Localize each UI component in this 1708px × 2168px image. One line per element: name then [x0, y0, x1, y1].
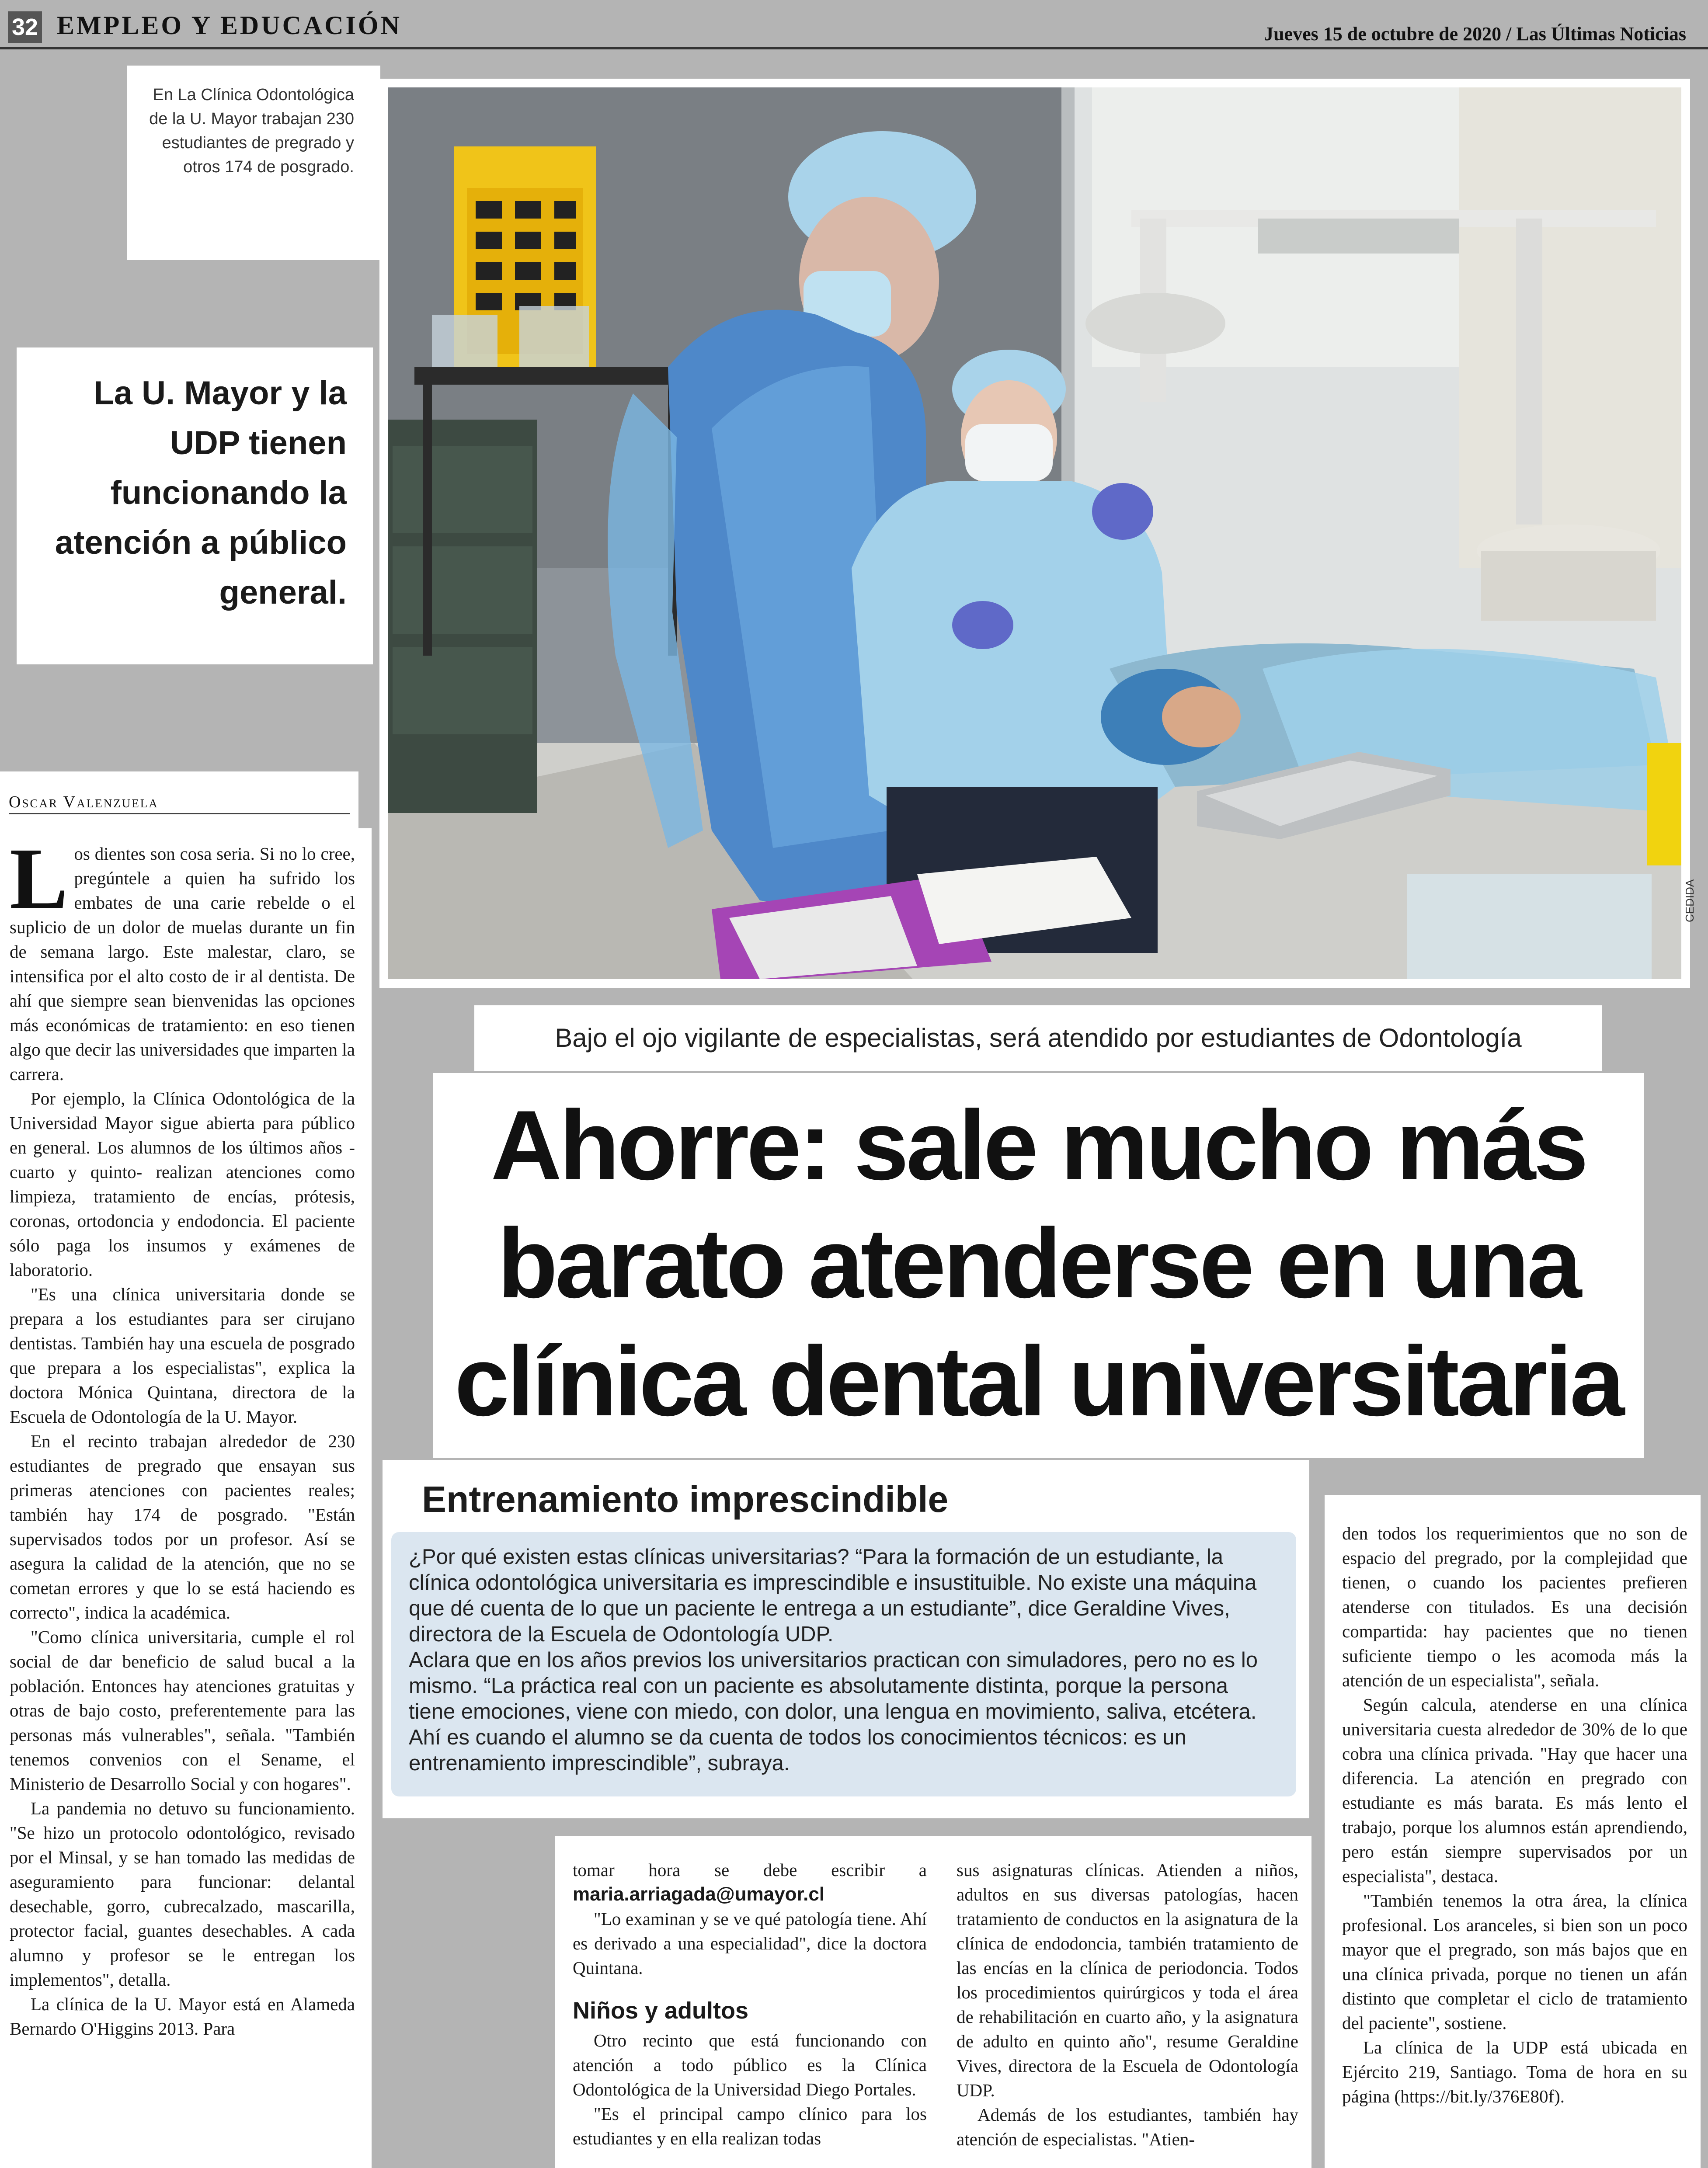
paragraph: Otro recinto que está funcionando con atención a todo público es la Clínica Odontológica de la Universidad Diego Portales.: [573, 2030, 927, 2099]
headline: Ahorre: sale mucho más barato atenderse en una clínica dental universitaria: [433, 1073, 1644, 1458]
paragraph: En el recinto trabajan alrededor de 230 estudiantes de pregrado que ensayan sus primeras atenciones con pacientes reales; también hay 174 de posgrado. "Están supervisados todos por un profesor. Así se asegura la calidad de la atención, que no se cometan errores y que lo se está haciendo es correcto", indica la académica.: [10, 1431, 355, 1623]
page-header: [0, 0, 1708, 48]
paragraph: "También tenemos la otra área, la clínica profesional. Los aranceles, si bien son un poco mayor que el pregrado, son más bajos que en una clínica privada, porque no tienen un afán distinto que completar el ciclo de tratamiento del paciente", sostiene.: [1342, 1890, 1687, 2033]
article-column-left: [0, 828, 372, 2168]
photo-caption: En La Clínica Odontológica de la U. Mayor trabajan 230 estudiantes de pregrado y otros 174 de posgrado.: [127, 66, 380, 260]
paragraph: Por ejemplo, la Clínica Odontológica de la Universidad Mayor sigue abierta para público en general. Los alumnos de los últimos años -cuarto y quinto- realizan atenciones como limpieza, tratamiento de encías, prótesis, coronas, ortodoncia y endodoncia. El paciente sólo paga los insumos y exámenes de laboratorio.: [10, 1088, 355, 1280]
paragraph: La pandemia no detuvo su funcionamiento. "Se hizo un protocolo odontológico, revisado por el Minsal, y se han tomado las medidas de aseguramiento para funcionar: delantal desechable, gorro, cubrecalzado, mascarilla, protector facial, guantes desechables. A cada alumno y profesor se le entregan los implementos", detalla.: [10, 1798, 355, 1990]
paragraph: La clínica de la U. Mayor está en Alameda Bernardo O'Higgins 2013. Para: [10, 1994, 355, 2039]
paragraph: "Es una clínica universitaria donde se prepara a los estudiantes para ser cirujano dentistas. También hay una escuela de posgrado que prepara a los especialistas", explica la doctora Mónica Quintana, directora de la Escuela de Odontología de la U. Mayor.: [10, 1284, 355, 1427]
paragraph: "Como clínica universitaria, cumple el rol social de dar beneficio de salud bucal a la población. Entonces hay atenciones gratuitas y otras de bajo costo, preferentemente para las personas más vulnerables", señala. "También tenemos convenios con el Sename, el Ministerio de Desarrollo Social y con hogares".: [10, 1627, 355, 1794]
sidebar-title: Entrenamiento imprescindible: [422, 1479, 949, 1520]
paragraph: Los dientes son cosa seria. Si no lo cree, pregúntele a quien ha sufrido los embates de una carie rebelde o el suplicio de un dolor de muelas durante un fin de semana largo. Este malestar, claro, se intensifica por el alto costo de ir al dentista. De ahí que siempre sean bienvenidas las opciones más económicas de tratamiento: en eso tienen algo que decir las universidades que imparten la carrera.: [10, 830, 355, 1084]
author-name: Oscar Valenzuela: [9, 793, 159, 811]
photo-credit: CEDIDA: [1683, 879, 1696, 922]
article-column-middle-1: [555, 1836, 940, 2168]
paragraph: "Lo examinan y se ve qué patología tiene. Ahí es derivado a una especialidad", dice la doctora Quintana.: [573, 1909, 927, 1978]
article-column-right: [1325, 1495, 1701, 2168]
article-column-middle-2: [940, 1836, 1311, 2168]
kicker: Bajo el ojo vigilante de especialistas, será atendido por estudiantes de Odontología: [474, 1005, 1602, 1071]
paragraph: La clínica de la UDP está ubicada en Ejército 219, Santiago. Toma de hora en su página (https://bit.ly/376E80f).: [1342, 2037, 1687, 2106]
section-title: EMPLEO Y EDUCACIÓN: [57, 11, 402, 40]
pull-quote: La U. Mayor y la UDP tienen funcionando la atención a público general.: [17, 347, 373, 664]
drop-cap: L: [10, 830, 68, 927]
header-rule: [0, 47, 1708, 49]
dateline: Jueves 15 de octubre de 2020 / Las Últimas Noticias: [1264, 23, 1686, 45]
subheading: Niños y adultos: [573, 1998, 749, 2024]
page-number: 32: [8, 11, 42, 43]
paragraph: ¿Por qué existen estas clínicas universitarias? “Para la formación de un estudiante, la clínica odontológica universitaria es imprescindible e insustituible. No existe una máquina que dé cuenta de lo que un paciente le entrega a un estudiante”, dice Geraldine Vives, directora de la Escuela de Odontología UDP.: [409, 1545, 1257, 1646]
paragraph: "Es el principal campo clínico para los estudiantes y en ella realizan todas: [573, 2104, 927, 2148]
email-link[interactable]: maria.arriagada@umayor.cl: [573, 1883, 825, 1905]
paragraph: Aclara que en los años previos los universitarios practican con simuladores, pero no es lo mismo. “La práctica real con un paciente es absolutamente distinta, porque la persona tiene emociones, viene con miedo, con dolor, una lengua en movimiento, saliva, etcétera. Ahí es cuando el alumno se da cuenta de todos los conocimientos técnicos: es un entrenamiento imprescindible”, subraya.: [409, 1648, 1258, 1775]
paragraph: Según calcula, atenderse en una clínica universitaria cuesta alrededor de 30% de lo que cobra una clínica privada. "Hay que hacer una diferencia. La atención en pregrado con estudiante es más barata. Es más lento el trabajo, porque los alumnos están aprendiendo, pero están siempre supervisados por un especialista", destaca.: [1342, 1695, 1687, 1886]
dental-clinic-photo: [388, 87, 1681, 979]
author-byline: [0, 771, 358, 828]
sidebar-text: [391, 1532, 1296, 1796]
paragraph: tomar hora se debe escribir a maria.arriagada@umayor.cl: [573, 1860, 927, 1905]
paragraph: sus asignaturas clínicas. Atienden a niños, adultos en sus diversas patologías, hacen tratamiento de conductos en la asignatura de la clínica de endodoncia, también tratamiento de las encías en la clínica de periodoncia. Todos los procedimientos quirúrgicos y toda el área de rehabilitación en cuarto año, y la asignatura de adulto en quinto año", resume Geraldine Vives, directora de la Escuela de Odontología UDP.: [957, 1860, 1298, 2100]
paragraph: den todos los requerimientos que no son de espacio del pregrado, por la complejidad que tienen, o cuando los pacientes prefieren atenderse con titulados. Es una decisión compartida: hay pacientes que no tienen suficiente tiempo o les acomoda más la atención de un especialista", señala.: [1342, 1523, 1687, 1690]
paragraph: Además de los estudiantes, también hay atención de especialistas. "Atien-: [957, 2105, 1298, 2149]
byline-rule: [9, 813, 350, 814]
